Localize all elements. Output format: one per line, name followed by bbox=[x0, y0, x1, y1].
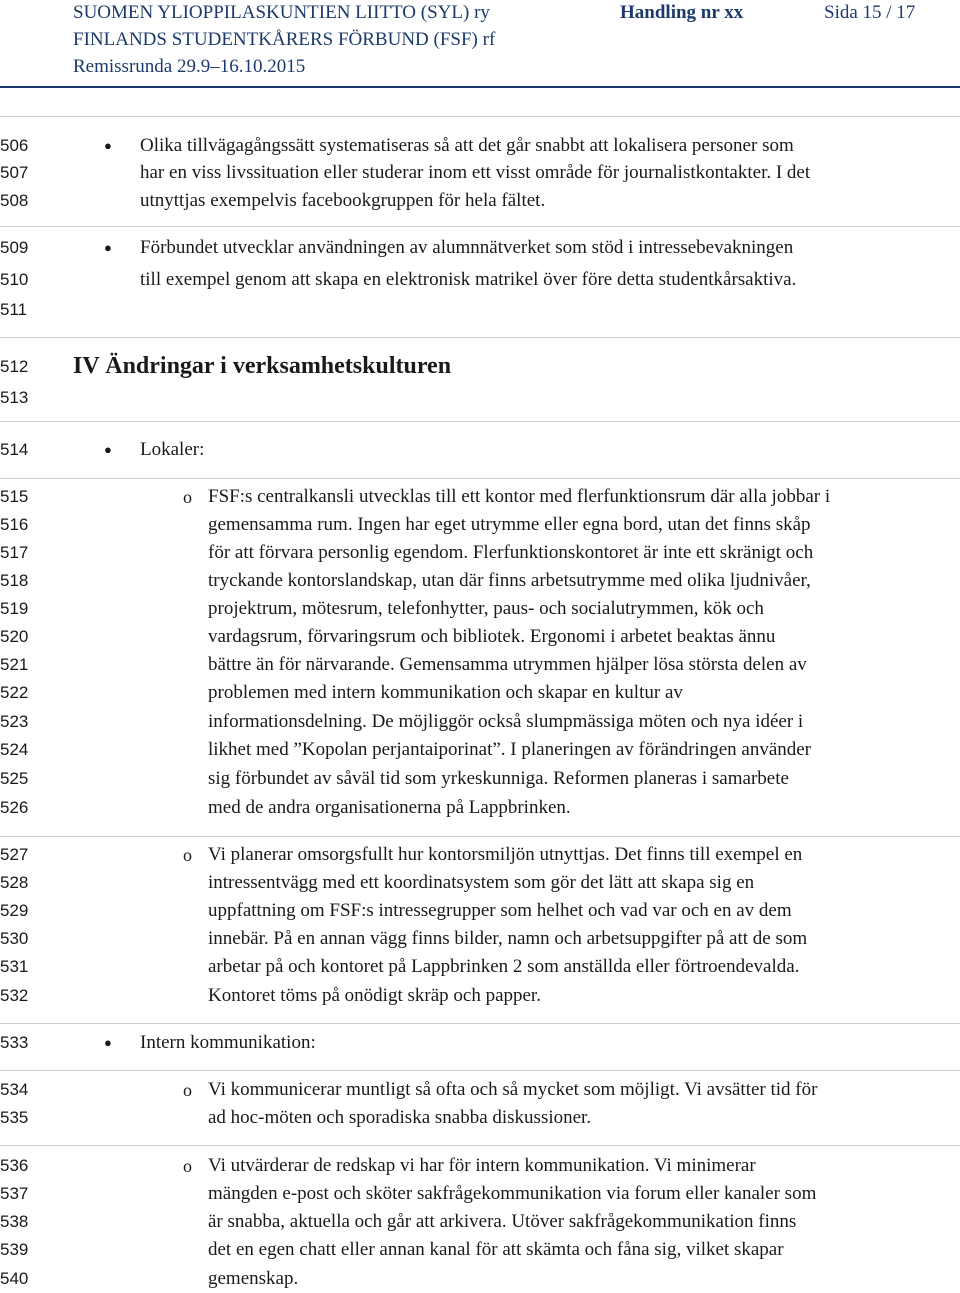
line-number: 517 bbox=[0, 543, 29, 562]
line-number: 527 bbox=[0, 845, 29, 864]
bullet-icon: ● bbox=[104, 1035, 112, 1050]
paragraph-line: utnyttjas exempelvis facebookgruppen för hela fältet. bbox=[140, 190, 546, 211]
line-number: 516 bbox=[0, 515, 29, 534]
line-number: 524 bbox=[0, 740, 29, 759]
bullet-icon: ● bbox=[104, 138, 112, 153]
paragraph-line: Vi planerar omsorgsfullt hur kontorsmiljön utnyttjas. Det finns till exempel en bbox=[208, 844, 803, 865]
paragraph-line: för att förvara personlig egendom. Flerfunktionskontoret är inte ett skränigt och bbox=[208, 542, 814, 563]
paragraph-separator bbox=[0, 116, 960, 117]
paragraph-line: tryckande kontorslandskap, utan där finns arbetsutrymme med olika ljudnivåer, bbox=[208, 570, 811, 591]
line-number: 512 bbox=[0, 357, 29, 376]
list-heading-lokaler: Lokaler: bbox=[140, 439, 205, 460]
paragraph-line: sig förbundet av såväl tid som yrkeskunniga. Reformen planeras i samarbete bbox=[208, 768, 789, 789]
line-number: 529 bbox=[0, 901, 29, 920]
paragraph-line: intressentvägg med ett koordinatsystem som gör det lätt att skapa sig en bbox=[208, 872, 755, 893]
paragraph-line: innebär. På en annan vägg finns bilder, namn och arbetsuppgifter på att de som bbox=[208, 928, 808, 949]
document-number: Handling nr xx bbox=[620, 2, 744, 23]
paragraph-line: det en egen chatt eller annan kanal för att skämta och fåna sig, vilket skapar bbox=[208, 1239, 784, 1260]
section-heading: IV Ändringar i verksamhetskulturen bbox=[73, 353, 452, 379]
line-number: 513 bbox=[0, 388, 29, 407]
paragraph-line: bättre än för närvarande. Gemensamma utrymmen hjälper lösa största delen av bbox=[208, 654, 807, 675]
paragraph-line: gemenskap. bbox=[208, 1268, 299, 1289]
org-name-sv: FINLANDS STUDENTKÅRERS FÖRBUND (FSF) rf bbox=[73, 29, 496, 50]
line-number: 537 bbox=[0, 1184, 29, 1203]
paragraph-separator bbox=[0, 478, 960, 479]
paragraph-line: Förbundet utvecklar användningen av alumnnätverket som stöd i intressebevakningen bbox=[140, 237, 794, 258]
bullet-icon: ● bbox=[104, 240, 112, 255]
paragraph-line: med de andra organisationerna på Lappbrinken. bbox=[208, 797, 571, 818]
paragraph-line: uppfattning om FSF:s intressegrupper som helhet och vad var och en av dem bbox=[208, 900, 792, 921]
line-number: 536 bbox=[0, 1156, 29, 1175]
line-number: 518 bbox=[0, 571, 29, 590]
line-number: 526 bbox=[0, 798, 29, 817]
line-number: 523 bbox=[0, 712, 29, 731]
sub-bullet-icon: o bbox=[183, 487, 192, 507]
line-number: 522 bbox=[0, 683, 29, 702]
paragraph-line: mängden e-post och sköter sakfrågekommunikation via forum eller kanaler som bbox=[208, 1183, 817, 1204]
paragraph-separator bbox=[0, 1070, 960, 1071]
line-number: 531 bbox=[0, 957, 29, 976]
paragraph-line: Vi utvärderar de redskap vi har för intern kommunikation. Vi minimerar bbox=[208, 1155, 756, 1176]
paragraph-line: problemen med intern kommunikation och skapar en kultur av bbox=[208, 682, 683, 703]
line-number: 510 bbox=[0, 270, 29, 289]
line-number: 538 bbox=[0, 1212, 29, 1231]
line-number: 511 bbox=[0, 300, 28, 319]
paragraph-line: är snabba, aktuella och går att arkivera. Utöver sakfrågekommunikation finns bbox=[208, 1211, 797, 1232]
consultation-round: Remissrunda 29.9–16.10.2015 bbox=[73, 56, 306, 77]
line-number: 540 bbox=[0, 1269, 29, 1288]
list-heading-intern: Intern kommunikation: bbox=[140, 1032, 316, 1053]
line-number: 532 bbox=[0, 986, 29, 1005]
line-number: 520 bbox=[0, 627, 29, 646]
sub-bullet-icon: o bbox=[183, 845, 192, 865]
line-number: 539 bbox=[0, 1240, 29, 1259]
org-name-fi: SUOMEN YLIOPPILASKUNTIEN LIITTO (SYL) ry bbox=[73, 2, 490, 23]
paragraph-line: gemensamma rum. Ingen har eget utrymme eller egna bord, utan det finns skåp bbox=[208, 514, 811, 535]
paragraph-line: projektrum, mötesrum, telefonhytter, paus- och socialutrymmen, kök och bbox=[208, 598, 764, 619]
line-number: 530 bbox=[0, 929, 29, 948]
line-number: 528 bbox=[0, 873, 29, 892]
page-indicator: Sida 15 / 17 bbox=[824, 2, 916, 23]
line-number: 515 bbox=[0, 487, 29, 506]
paragraph-line: likhet med ”Kopolan perjantaiporinat”. I planeringen av förändringen använder bbox=[208, 739, 812, 760]
paragraph-line: FSF:s centralkansli utvecklas till ett kontor med flerfunktionsrum där alla jobbar i bbox=[208, 486, 831, 507]
paragraph-separator bbox=[0, 337, 960, 338]
line-number: 509 bbox=[0, 238, 29, 257]
paragraph-line: arbetar på och kontoret på Lappbrinken 2 som anställda eller förtroendevalda. bbox=[208, 956, 800, 977]
paragraph-separator bbox=[0, 226, 960, 227]
paragraph-line: Kontoret töms på onödigt skräp och papper. bbox=[208, 985, 541, 1006]
paragraph-separator bbox=[0, 1145, 960, 1146]
paragraph-separator bbox=[0, 1023, 960, 1024]
sub-bullet-icon: o bbox=[183, 1156, 192, 1176]
line-number: 508 bbox=[0, 191, 29, 210]
paragraph-separator bbox=[0, 421, 960, 422]
paragraph-line: till exempel genom att skapa en elektronisk matrikel över före detta studentkårsaktiva. bbox=[140, 269, 797, 290]
header-rule bbox=[0, 86, 960, 88]
line-number: 525 bbox=[0, 769, 29, 788]
paragraph-line: Olika tillvägagångssätt systematiseras så att det går snabbt att lokalisera personer som bbox=[140, 135, 794, 156]
line-number: 535 bbox=[0, 1108, 29, 1127]
paragraph-line: ad hoc-möten och sporadiska snabba diskussioner. bbox=[208, 1107, 592, 1128]
bullet-icon: ● bbox=[104, 442, 112, 457]
paragraph-line: vardagsrum, förvaringsrum och bibliotek. Ergonomi i arbetet beaktas ännu bbox=[208, 626, 776, 647]
line-number: 507 bbox=[0, 163, 29, 182]
line-number: 519 bbox=[0, 599, 29, 618]
line-number: 506 bbox=[0, 136, 29, 155]
paragraph-line: Vi kommunicerar muntligt så ofta och så mycket som möjligt. Vi avsätter tid för bbox=[208, 1079, 818, 1100]
paragraph-line: informationsdelning. De möjliggör också slumpmässiga möten och nya idéer i bbox=[208, 711, 804, 732]
line-number: 534 bbox=[0, 1080, 29, 1099]
line-number: 533 bbox=[0, 1033, 29, 1052]
paragraph-line: har en viss livssituation eller studerar inom ett visst område för journalistkontakter. I det bbox=[140, 162, 811, 183]
line-number: 514 bbox=[0, 440, 29, 459]
line-number: 521 bbox=[0, 655, 29, 674]
sub-bullet-icon: o bbox=[183, 1080, 192, 1100]
paragraph-separator bbox=[0, 836, 960, 837]
